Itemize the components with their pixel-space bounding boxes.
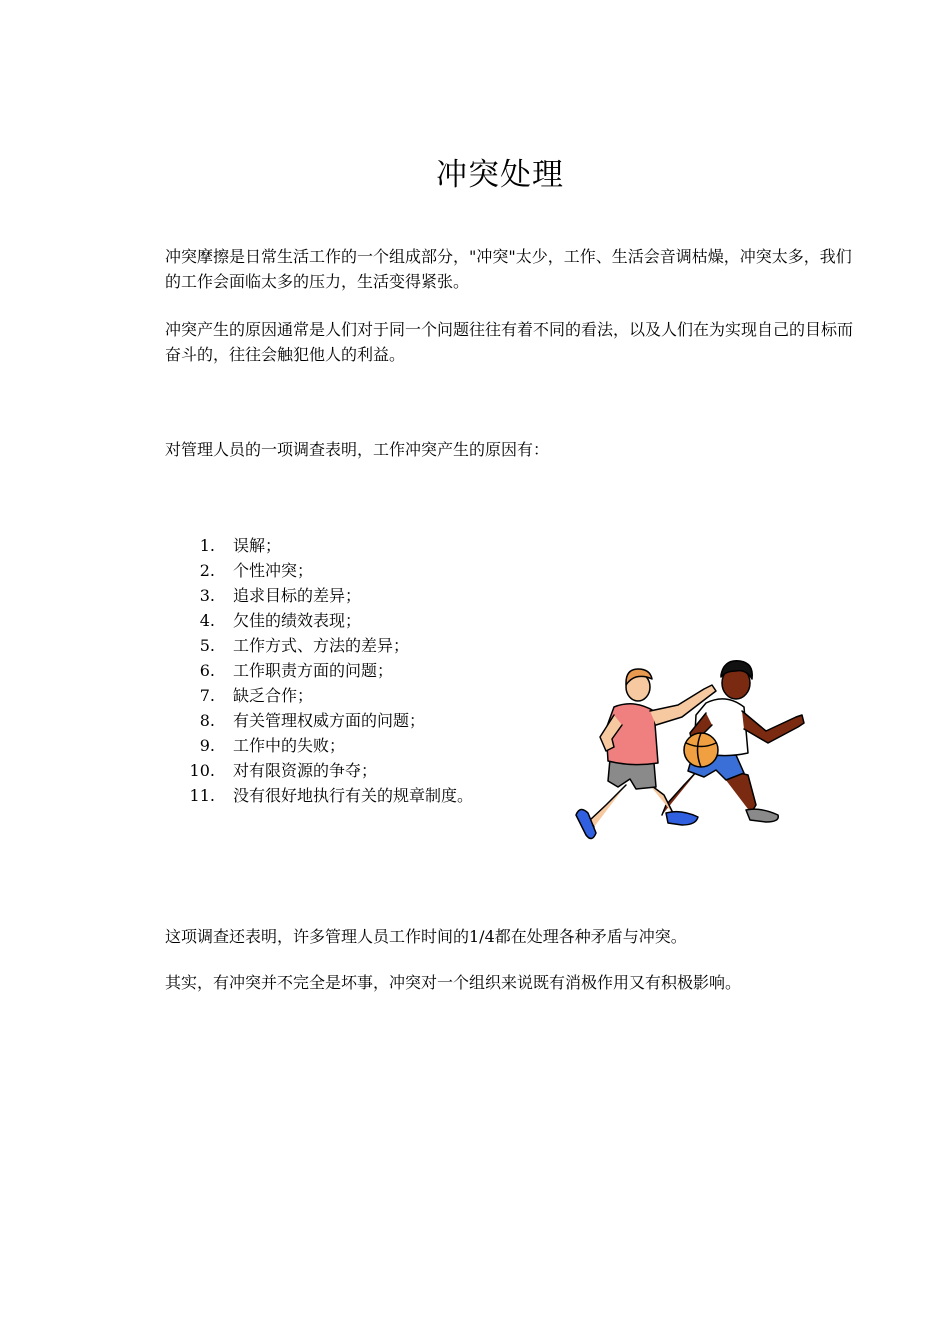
- list-item-number: 1.: [199, 536, 215, 555]
- list-item-number: 9.: [199, 736, 215, 755]
- paragraph-causes: 冲突产生的原因通常是人们对于同一个问题往往有着不同的看法，以及人们在为实现自己的目标而奋斗的，往往会触犯他人的利益。: [165, 320, 854, 364]
- list-item-text: 追求目标的差异；: [233, 586, 362, 605]
- list-item: [185, 583, 473, 608]
- basketball: [684, 733, 718, 767]
- reason-list: [185, 533, 473, 808]
- paragraph-time-spent: 这项调查还表明，许多管理人员工作时间的1/4都在处理各种矛盾与冲突。: [165, 927, 687, 946]
- list-item: [185, 683, 473, 708]
- list-item-text: 工作中的失败；: [233, 736, 346, 755]
- basketball-players-clipart-icon: [566, 655, 811, 845]
- list-item: [185, 608, 473, 633]
- list-item-number: 11.: [189, 786, 215, 805]
- list-item: [185, 708, 473, 733]
- list-item-number: 4.: [199, 611, 215, 630]
- list-item: [185, 533, 473, 558]
- paragraph-survey: 对管理人员的一项调查表明，工作冲突产生的原因有：: [165, 440, 550, 459]
- list-item-number: 8.: [199, 711, 215, 730]
- list-item: [185, 558, 473, 583]
- list-item-number: 10.: [189, 761, 215, 780]
- list-item-number: 3.: [199, 586, 215, 605]
- list-item: [185, 733, 473, 758]
- page-title: 冲突处理: [436, 156, 564, 193]
- list-item-text: 缺乏合作；: [233, 686, 314, 705]
- list-item: [185, 783, 473, 808]
- list-item: [185, 633, 473, 658]
- list-item: [185, 758, 473, 783]
- list-item-text: 没有很好地执行有关的规章制度。: [233, 786, 474, 805]
- list-item: [185, 658, 473, 683]
- list-item-number: 7.: [199, 686, 215, 705]
- list-item-text: 工作方式、方法的差异；: [233, 636, 410, 655]
- list-item-text: 个性冲突；: [233, 561, 314, 580]
- list-item-text: 欠佳的绩效表现；: [233, 611, 362, 630]
- list-item-text: 工作职责方面的问题；: [233, 661, 394, 680]
- list-item-text: 对有限资源的争夺；: [233, 761, 378, 780]
- list-item-number: 6.: [199, 661, 215, 680]
- list-item-text: 误解；: [233, 536, 282, 555]
- paragraph-intro: 冲突摩擦是日常生活工作的一个组成部分，"冲突"太少，工作、生活会音调枯燥，冲突太多，我们的工作会面临太多的压力，生活变得紧张。: [165, 247, 852, 291]
- player-dribbling: [662, 661, 804, 822]
- list-item-number: 5.: [199, 636, 215, 655]
- list-item-text: 有关管理权威方面的问题；: [233, 711, 426, 730]
- list-item-number: 2.: [199, 561, 215, 580]
- paragraph-conclusion: 其实，有冲突并不完全是坏事，冲突对一个组织来说既有消极作用又有积极影响。: [165, 973, 742, 992]
